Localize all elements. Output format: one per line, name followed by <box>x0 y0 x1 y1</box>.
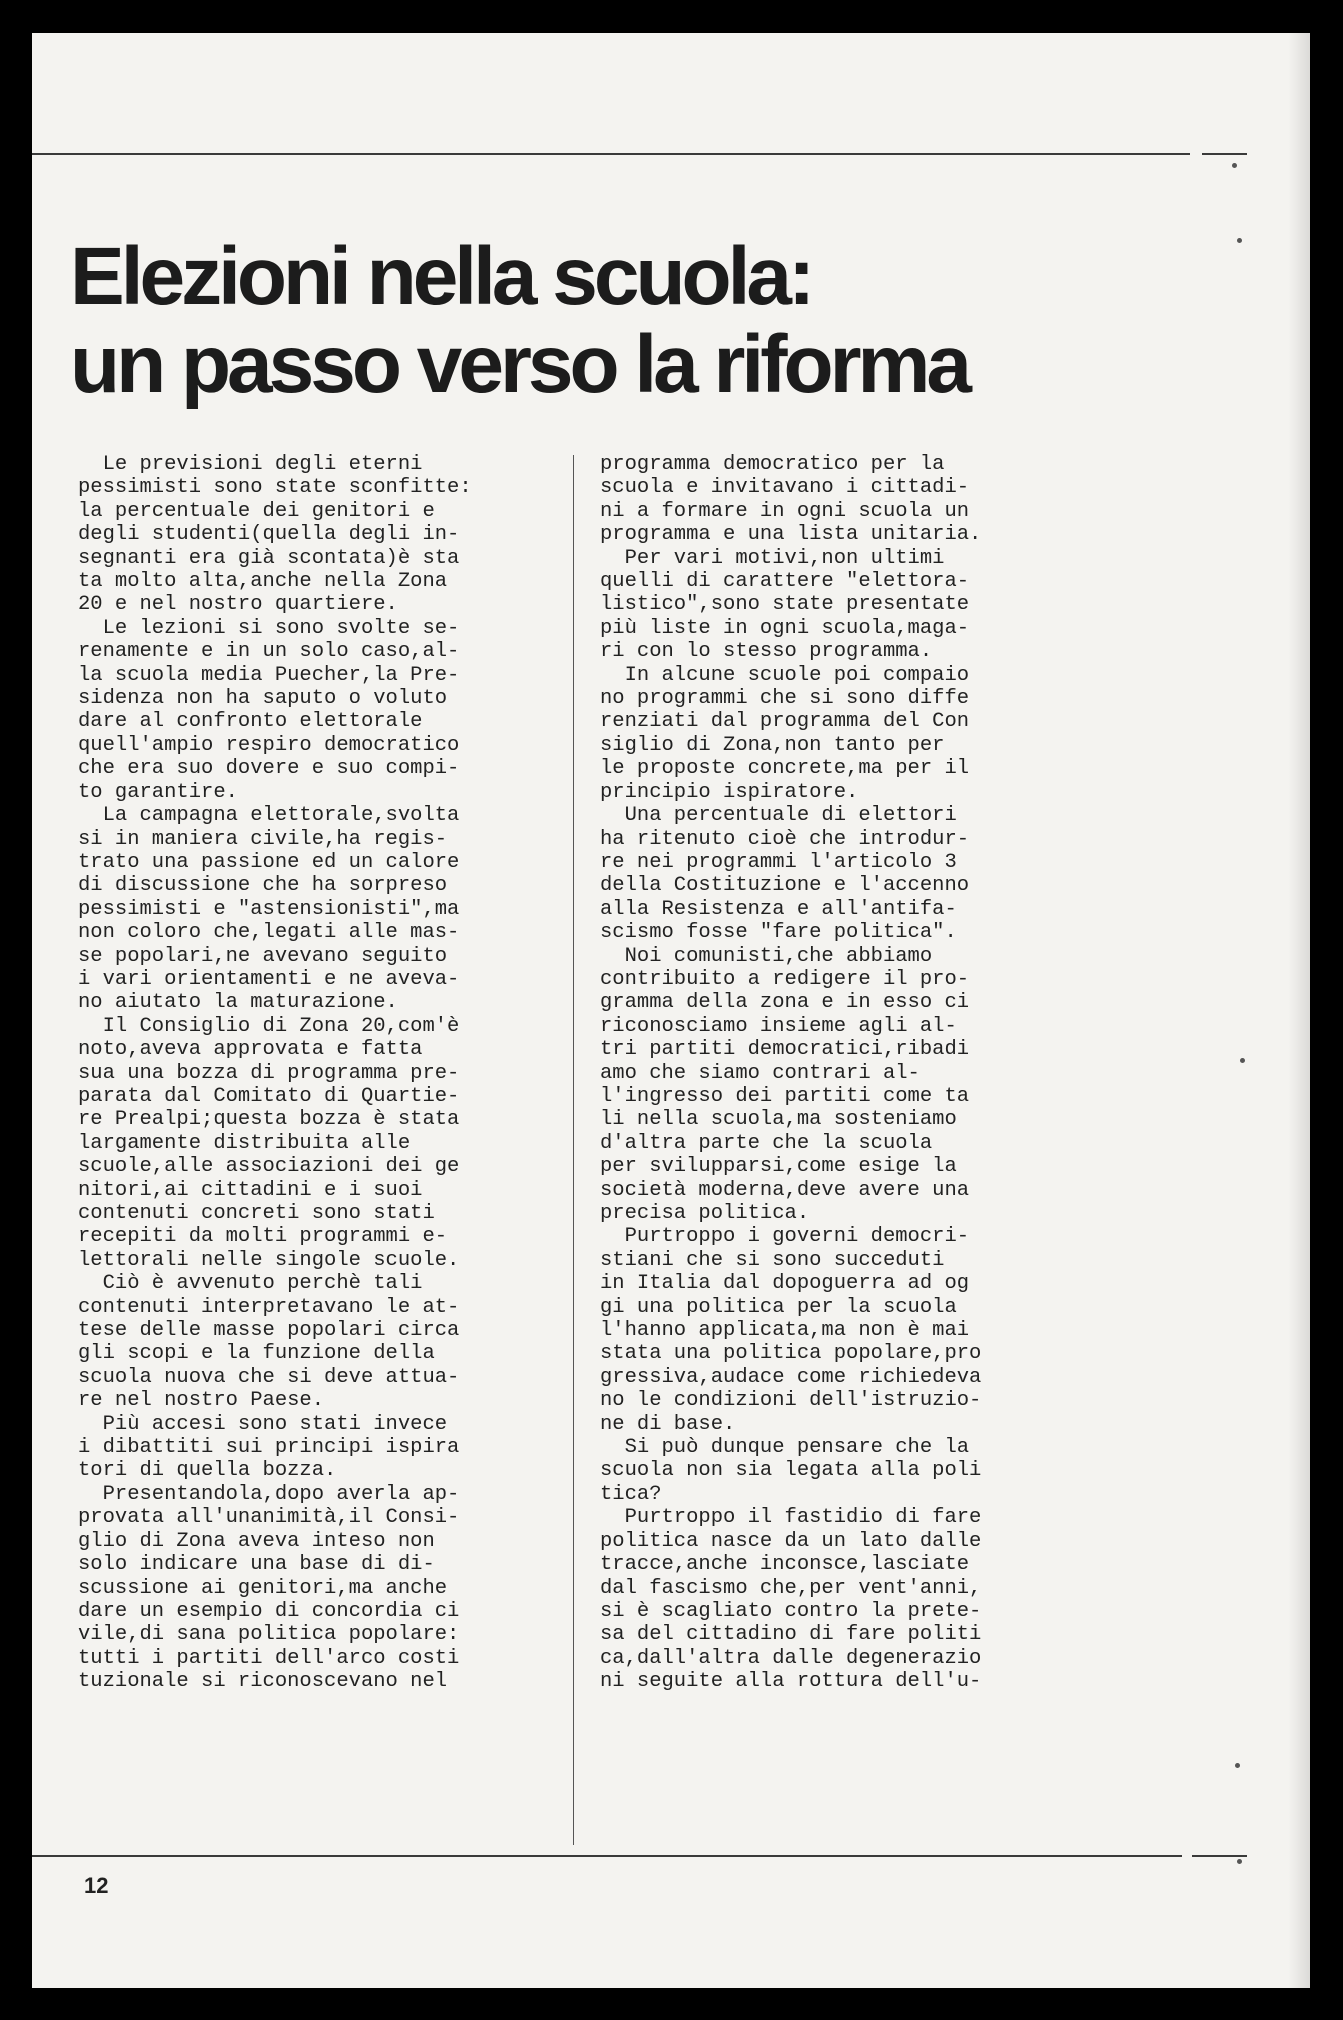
text-line: Una percentuale di elettori <box>600 804 957 828</box>
text-line: to garantire. <box>78 780 238 804</box>
text-line: politica nasce da un lato dalle <box>600 1529 982 1553</box>
text-line: re nei programmi l'articolo 3 <box>600 850 957 874</box>
ink-speck <box>1237 1859 1242 1864</box>
text-line: parata dal Comitato di Quartie- <box>78 1084 460 1108</box>
text-line: si è scagliato contro la prete- <box>600 1599 982 1623</box>
text-line: Noi comunisti,che abbiamo <box>600 944 933 968</box>
text-line: li nella scuola,ma sosteniamo <box>600 1108 957 1132</box>
text-line: pessimisti sono state sconfitte: <box>78 476 472 500</box>
text-line: lettorali nelle singole scuole. <box>78 1248 460 1272</box>
text-line: dal fascismo che,per vent'anni, <box>600 1576 982 1600</box>
text-line: no le condizioni dell'istruzio- <box>600 1389 982 1413</box>
text-line: Ciò è avvenuto perchè tali <box>78 1272 423 1296</box>
text-line: scuola nuova che si deve attua- <box>78 1365 460 1389</box>
page-edge-shadow <box>1288 33 1310 1988</box>
text-line: riconosciamo insieme agli al- <box>600 1014 957 1038</box>
article-headline <box>70 233 968 409</box>
text-line: più liste in ogni scuola,maga- <box>600 616 970 640</box>
text-line: Purtroppo il fastidio di fare <box>600 1506 982 1530</box>
text-line: programma democratico per la <box>600 453 945 476</box>
text-line: contenuti concreti sono stati <box>78 1202 435 1225</box>
text-line: tori di quella bozza. <box>78 1459 337 1483</box>
text-line: ha ritenuto cioè che introdur- <box>600 827 970 851</box>
text-line: ne di base. <box>600 1412 736 1436</box>
text-line: sidenza non ha saputo o voluto <box>78 687 448 711</box>
top-rule-end <box>1202 153 1247 155</box>
text-line: glio di Zona aveva inteso non <box>78 1529 435 1553</box>
bottom-rule <box>32 1855 1182 1857</box>
text-line: precisa politica. <box>600 1202 810 1225</box>
text-line: società moderna,deve avere una <box>600 1178 970 1202</box>
text-line: tracce,anche inconsce,lasciate <box>600 1553 970 1577</box>
text-line: le proposte concrete,ma per il <box>600 757 970 781</box>
text-line: stiani che si sono succeduti <box>600 1248 945 1272</box>
text-line: trato una passione ed un calore <box>78 850 460 874</box>
text-line: contribuito a redigere il pro- <box>600 967 970 991</box>
column-divider <box>573 455 574 1845</box>
text-line: tutti i partiti dell'arco costi <box>78 1646 460 1670</box>
text-line: ri con lo stesso programma. <box>600 640 933 664</box>
article-left-column <box>78 453 558 1694</box>
text-line: sua una bozza di programma pre- <box>78 1061 460 1085</box>
text-line: d'altra parte che la scuola <box>600 1131 933 1155</box>
ink-speck <box>1232 163 1237 168</box>
text-line: nitori,ai cittadini e i suoi <box>78 1178 423 1202</box>
text-line: in Italia dal dopoguerra ad og <box>600 1272 970 1296</box>
ink-speck <box>1235 1763 1240 1768</box>
text-line: la scuola media Puecher,la Pre- <box>78 663 460 687</box>
headline-line-2: un passo verso la riforma <box>70 319 969 410</box>
text-line: quelli di carattere "elettora- <box>600 570 970 594</box>
text-line: programma e una lista unitaria. <box>600 523 982 547</box>
text-line: l'ingresso dei partiti come ta <box>600 1084 970 1108</box>
text-line: la percentuale dei genitori e <box>78 499 435 523</box>
text-line: ni seguite alla rottura dell'u- <box>600 1670 982 1694</box>
text-line: ca,dall'altra dalle degenerazio <box>600 1646 982 1670</box>
text-line: La campagna elettorale,svolta <box>78 804 460 828</box>
text-line: contenuti interpretavano le at- <box>78 1295 460 1319</box>
text-line: solo indicare una base di di- <box>78 1553 435 1577</box>
text-line: siglio di Zona,non tanto per <box>600 733 945 757</box>
bottom-rule-end <box>1192 1855 1247 1857</box>
text-line: largamente distribuita alle <box>78 1131 411 1155</box>
text-line: i dibattiti sui principi ispira <box>78 1436 460 1460</box>
text-line: ta molto alta,anche nella Zona <box>78 570 448 594</box>
text-line: gressiva,audace come richiedeva <box>600 1365 982 1389</box>
top-rule <box>32 153 1190 155</box>
text-line: alla Resistenza e all'antifa- <box>600 897 957 921</box>
text-line: Per vari motivi,non ultimi <box>600 546 945 570</box>
text-line: scuola non sia legata alla poli <box>600 1459 982 1483</box>
ink-speck <box>1240 1058 1245 1063</box>
text-line: l'hanno applicata,ma non è mai <box>600 1319 970 1343</box>
text-line: pessimisti e "astensionisti",ma <box>78 897 460 921</box>
text-line: se popolari,ne avevano seguito <box>78 944 448 968</box>
text-line: tuzionale si riconoscevano nel <box>78 1670 448 1694</box>
text-line: Purtroppo i governi democri- <box>600 1225 970 1249</box>
ink-speck <box>1237 238 1242 243</box>
article-right-column <box>600 453 1100 1694</box>
text-line: renziati dal programma del Con <box>600 710 970 734</box>
text-line: scuole,alle associazioni dei ge <box>78 1155 460 1179</box>
text-line: non coloro che,legati alle mas- <box>78 921 460 945</box>
text-line: renamente e in un solo caso,al- <box>78 640 460 664</box>
text-line: tica? <box>600 1482 662 1506</box>
text-line: tri partiti democratici,ribadi <box>600 1038 970 1062</box>
text-line: che era suo dovere e suo compi- <box>78 757 460 781</box>
text-line: si in maniera civile,ha regis- <box>78 827 448 851</box>
text-line: gi una politica per la scuola <box>600 1295 957 1319</box>
text-line: recepiti da molti programmi e- <box>78 1225 448 1249</box>
text-line: amo che siamo contrari al- <box>600 1061 920 1085</box>
text-line: scussione ai genitori,ma anche <box>78 1576 448 1600</box>
headline-line-1: Elezioni nella scuola: <box>70 231 812 322</box>
text-line: listico",sono state presentate <box>600 593 970 617</box>
text-line: Le previsioni degli eterni <box>78 453 423 476</box>
text-line: no programmi che si sono diffe <box>600 687 970 711</box>
text-line: per svilupparsi,come esige la <box>600 1155 957 1179</box>
text-line: segnanti era già scontata)è sta <box>78 546 460 570</box>
text-line: degli studenti(quella degli in- <box>78 523 460 547</box>
text-line: noto,aveva approvata e fatta <box>78 1038 423 1062</box>
text-line: re nel nostro Paese. <box>78 1389 325 1413</box>
text-line: dare un esempio di concordia ci <box>78 1599 460 1623</box>
text-line: Presentandola,dopo averla ap- <box>78 1482 460 1506</box>
text-line: dare al confronto elettorale <box>78 710 423 734</box>
text-line: gramma della zona e in esso ci <box>600 991 970 1015</box>
text-line: provata all'unanimità,il Consi- <box>78 1506 460 1530</box>
text-line: 20 e nel nostro quartiere. <box>78 593 398 617</box>
text-line: della Costituzione e l'accenno <box>600 874 970 898</box>
text-line: vile,di sana politica popolare: <box>78 1623 460 1647</box>
text-line: In alcune scuole poi compaio <box>600 663 970 687</box>
text-line: scismo fosse "fare politica". <box>600 921 957 945</box>
text-line: tese delle masse popolari circa <box>78 1319 460 1343</box>
text-line: quell'ampio respiro democratico <box>78 733 460 757</box>
magazine-page <box>32 33 1310 1988</box>
text-line: gli scopi e la funzione della <box>78 1342 435 1366</box>
text-line: Le lezioni si sono svolte se- <box>78 616 460 640</box>
text-line: principio ispiratore. <box>600 780 859 804</box>
page-number: 12 <box>84 1873 109 1898</box>
text-line: Si può dunque pensare che la <box>600 1436 970 1460</box>
text-line: ni a formare in ogni scuola un <box>600 499 970 523</box>
text-line: Il Consiglio di Zona 20,com'è <box>78 1014 460 1038</box>
text-line: scuola e invitavano i cittadi- <box>600 476 970 500</box>
text-line: i vari orientamenti e ne aveva- <box>78 967 460 991</box>
text-line: stata una politica popolare,pro <box>600 1342 982 1366</box>
text-line: re Prealpi;questa bozza è stata <box>78 1108 460 1132</box>
text-line: di discussione che ha sorpreso <box>78 874 448 898</box>
text-line: Più accesi sono stati invece <box>78 1412 448 1436</box>
text-line: sa del cittadino di fare politi <box>600 1623 982 1647</box>
text-line: no aiutato la maturazione. <box>78 991 398 1015</box>
